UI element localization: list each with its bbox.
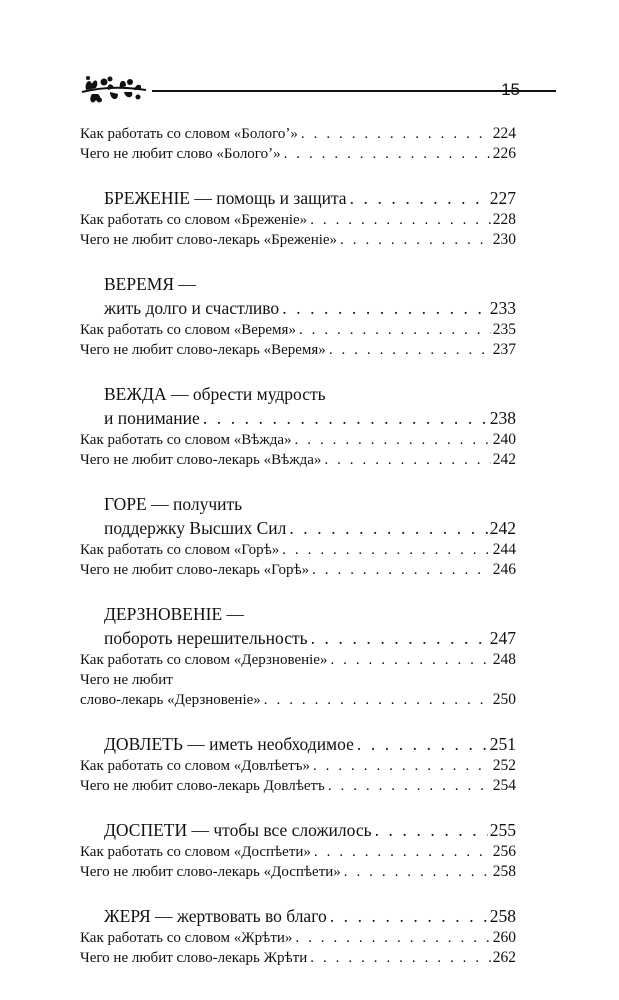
- toc-page-number: 260: [492, 929, 516, 946]
- dot-leader: [337, 230, 491, 250]
- dot-leader: [261, 690, 491, 710]
- toc-chapter-entry[interactable]: [80, 382, 516, 406]
- toc-subentry[interactable]: [80, 842, 516, 862]
- toc-chapter-entry[interactable]: [80, 818, 516, 842]
- section-gap: [80, 470, 516, 492]
- dot-leader: [309, 560, 491, 580]
- dot-leader: [372, 818, 488, 842]
- dot-leader: [327, 650, 490, 670]
- toc-subentry[interactable]: [80, 560, 516, 580]
- toc-entry-title: Чего не любит слово-лекарь Жрѣти: [80, 950, 308, 966]
- toc-page-number: 233: [489, 298, 516, 318]
- dot-leader: [281, 144, 491, 164]
- toc-chapter-entry[interactable]: [80, 406, 516, 430]
- toc-subentry[interactable]: [80, 320, 516, 340]
- toc-page-number: 238: [489, 408, 516, 428]
- table-of-contents: [80, 124, 516, 968]
- toc-entry-title: Как работать со словом «Жрѣти»: [80, 930, 293, 946]
- toc-subentry[interactable]: [80, 862, 516, 882]
- toc-entry-title: Чего не любит слово-лекарь «Бреженіе»: [80, 232, 338, 248]
- dot-leader: [307, 210, 491, 230]
- toc-page-number: 224: [492, 125, 516, 142]
- toc-page-number: 240: [492, 431, 516, 448]
- toc-entry-title: Как работать со словом «Вѣжда»: [80, 432, 292, 448]
- toc-chapter-entry[interactable]: [80, 186, 516, 210]
- toc-page-number: 250: [492, 691, 516, 708]
- toc-chapter-entry[interactable]: [80, 626, 516, 650]
- dot-leader: [292, 430, 491, 450]
- toc-entry-title: Чего не любит: [80, 672, 173, 688]
- section-gap: [80, 164, 516, 186]
- toc-entry-title: БРЕЖЕНІЕ — помощь и защита: [104, 188, 347, 208]
- header-rule: [152, 90, 556, 92]
- dot-leader: [321, 450, 490, 470]
- toc-section: [80, 602, 516, 710]
- toc-section: [80, 382, 516, 470]
- dot-leader: [279, 296, 488, 320]
- dot-leader: [279, 540, 491, 560]
- toc-subentry[interactable]: [80, 776, 516, 796]
- section-gap: [80, 882, 516, 904]
- toc-subentry[interactable]: [80, 230, 516, 250]
- toc-page-number: 237: [492, 341, 516, 358]
- dot-leader: [310, 756, 491, 776]
- toc-subentry[interactable]: [80, 540, 516, 560]
- toc-entry-title: Как работать со словом «Дерзновеніе»: [80, 652, 328, 668]
- dot-leader: [308, 626, 488, 650]
- toc-page-number: 242: [489, 518, 516, 538]
- toc-subentry[interactable]: [80, 430, 516, 450]
- toc-section: [80, 732, 516, 796]
- toc-page-number: 254: [492, 777, 516, 794]
- toc-entry-title: Чего не любит слово-лекарь «Веремя»: [80, 342, 326, 358]
- toc-subentry[interactable]: [80, 650, 516, 670]
- dot-leader: [298, 124, 491, 144]
- toc-section: [80, 124, 516, 164]
- toc-entry-title: ВЕРЕМЯ —: [104, 274, 196, 294]
- toc-entry-title: Как работать со словом «Бологоʼ»: [80, 126, 298, 142]
- toc-page-number: 230: [492, 231, 516, 248]
- toc-subentry[interactable]: [80, 948, 516, 968]
- toc-page-number: 251: [489, 734, 516, 754]
- toc-page-number: 244: [492, 541, 516, 558]
- dot-leader: [341, 862, 491, 882]
- dot-leader: [296, 320, 491, 340]
- toc-chapter-entry[interactable]: [80, 492, 516, 516]
- toc-chapter-entry[interactable]: [80, 602, 516, 626]
- dot-leader: [354, 732, 488, 756]
- toc-page-number: 242: [492, 451, 516, 468]
- toc-page-number: 228: [492, 211, 516, 228]
- toc-page-number: 258: [492, 863, 516, 880]
- toc-entry-title: и понимание: [104, 408, 200, 428]
- toc-subentry[interactable]: [80, 928, 516, 948]
- dot-leader: [311, 842, 491, 862]
- toc-entry-title: ЖЕРЯ — жертвовать во благо: [104, 906, 327, 926]
- toc-subentry[interactable]: [80, 450, 516, 470]
- toc-entry-title: жить долго и счастливо: [104, 298, 280, 318]
- toc-subentry[interactable]: [80, 124, 516, 144]
- toc-entry-title: поддержку Высших Сил: [104, 518, 287, 538]
- toc-subentry[interactable]: [80, 690, 516, 710]
- toc-subentry[interactable]: [80, 144, 516, 164]
- toc-entry-title: Как работать со словом «Бреженіе»: [80, 212, 308, 228]
- toc-entry-title: ВЕЖДА — обрести мудрость: [104, 384, 326, 404]
- toc-entry-title: ДОСПЕТИ — чтобы все сложилось: [104, 820, 372, 840]
- toc-section: [80, 492, 516, 580]
- toc-entry-title: Как работать со словом «Довлѣетъ»: [80, 758, 310, 774]
- toc-entry-title: ДОВЛЕТЬ — иметь необходимое: [104, 734, 354, 754]
- toc-entry-title: Чего не любит слово-лекарь Довлѣетъ: [80, 778, 325, 794]
- toc-entry-title: ДЕРЗНОВЕНІЕ —: [104, 604, 245, 624]
- toc-entry-title: ГОРЕ — получить: [104, 494, 243, 514]
- toc-subentry[interactable]: [80, 340, 516, 360]
- toc-chapter-entry[interactable]: [80, 296, 516, 320]
- toc-entry-title: Чего не любит слово «Бологоʼ»: [80, 146, 281, 162]
- toc-entry-title: Чего не любит слово-лекарь «Вѣжда»: [80, 452, 322, 468]
- dot-leader: [307, 948, 490, 968]
- section-gap: [80, 710, 516, 732]
- dot-leader: [325, 776, 491, 796]
- toc-entry-title: Как работать со словом «Горѣ»: [80, 542, 280, 558]
- dot-leader: [347, 186, 488, 210]
- page-number: 15: [501, 80, 520, 99]
- toc-entry-title: Чего не любит слово-лекарь «Горѣ»: [80, 562, 310, 578]
- toc-chapter-entry[interactable]: [80, 516, 516, 540]
- toc-page-number: 258: [489, 906, 516, 926]
- toc-page-number: 255: [489, 820, 516, 840]
- toc-subentry[interactable]: [80, 210, 516, 230]
- section-gap: [80, 796, 516, 818]
- toc-chapter-entry[interactable]: [80, 904, 516, 928]
- toc-page-number: 227: [489, 188, 516, 208]
- toc-entry-title: Чего не любит слово-лекарь «Доспѣети»: [80, 864, 341, 880]
- toc-entry-title: Как работать со словом «Веремя»: [80, 322, 296, 338]
- toc-page-number: 246: [492, 561, 516, 578]
- toc-page-number: 247: [489, 628, 516, 648]
- toc-chapter-entry[interactable]: [80, 272, 516, 296]
- toc-entry-title: Как работать со словом «Доспѣети»: [80, 844, 311, 860]
- dot-leader: [326, 340, 491, 360]
- section-gap: [80, 580, 516, 602]
- dot-leader: [286, 516, 487, 540]
- toc-page-number: 252: [492, 757, 516, 774]
- section-gap: [80, 360, 516, 382]
- toc-subentry[interactable]: [80, 670, 516, 690]
- dot-leader: [200, 406, 488, 430]
- toc-page-number: 256: [492, 843, 516, 860]
- toc-page-number: 235: [492, 321, 516, 338]
- toc-entry-title: побороть нерешительность: [104, 628, 308, 648]
- toc-section: [80, 186, 516, 250]
- toc-entry-title: слово-лекарь «Дерзновеніе»: [80, 692, 261, 708]
- toc-page-number: 226: [492, 145, 516, 162]
- toc-page-number: 262: [492, 949, 516, 966]
- toc-section: [80, 272, 516, 360]
- toc-section: [80, 818, 516, 882]
- dot-leader: [292, 928, 490, 948]
- toc-section: [80, 904, 516, 968]
- dot-leader: [327, 904, 488, 928]
- toc-subentry[interactable]: [80, 756, 516, 776]
- page-header: [80, 70, 520, 110]
- toc-page-number: 248: [492, 651, 516, 668]
- section-gap: [80, 250, 516, 272]
- floral-ornament-icon: [80, 70, 148, 110]
- toc-chapter-entry[interactable]: [80, 732, 516, 756]
